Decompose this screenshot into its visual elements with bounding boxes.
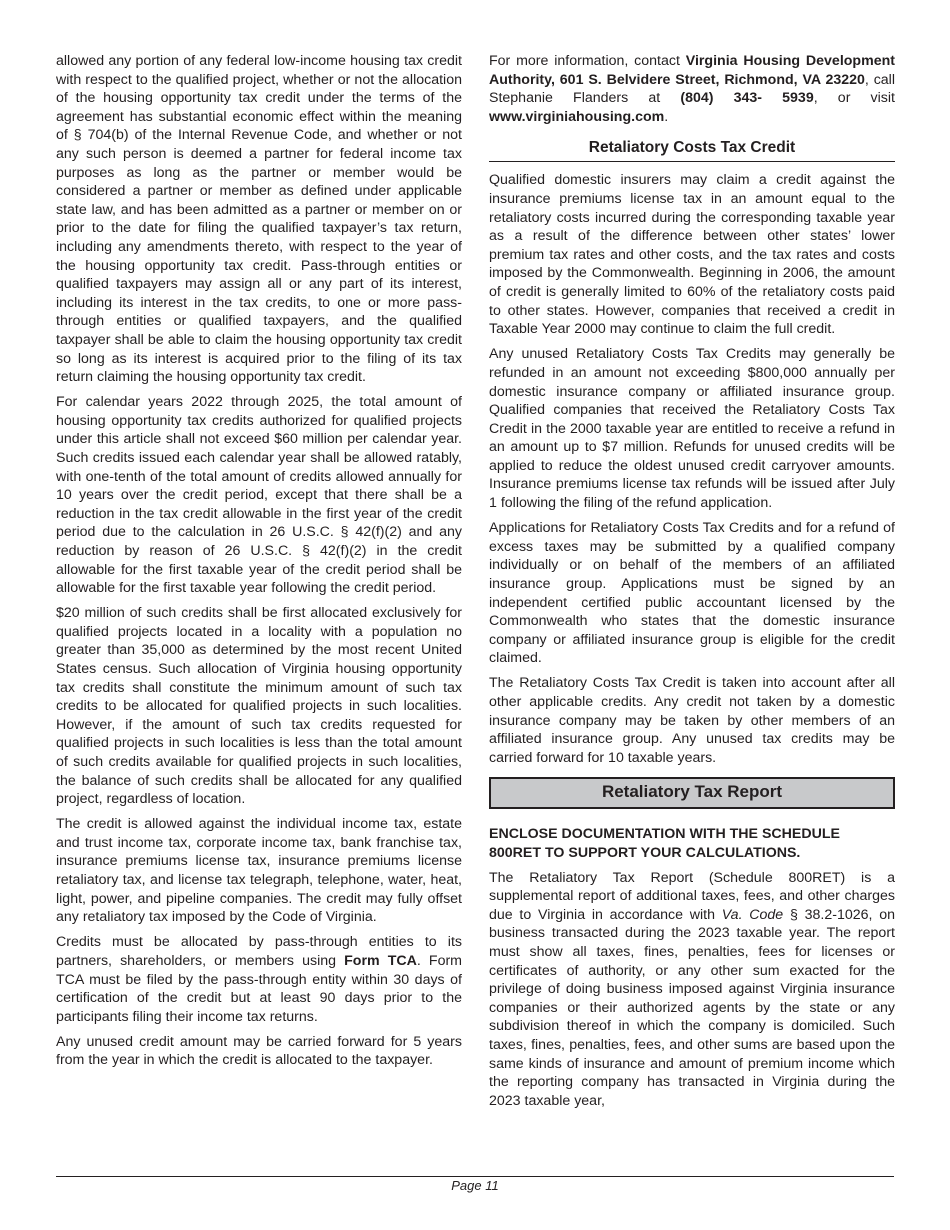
small-locality-allocation-paragraph: $20 million of such credits shall be first allocated exclusively for qualified projects located in a locality with a population no greater than 35,000 as determined by the most recent United States census. Such allocation of Virginia housing opportunity tax credits shall constitute the minimum amount of such tax credits to be allocated for qualified projects in such localities. However, if the amount of such tax credits requested for qualified projects in such localities is less than the total amount of such credits available for qualified projects in such localities, the balance of such credits shall be allocated for any qualified project, regardless of location. xyxy=(56,605,462,808)
housing-credit-allocation-paragraph: allowed any portion of any federal low-income housing tax credit with respect to the qualified project, whether or not the allocation of the housing opportunity tax credit under the terms of the agreement has substantial economic effect within the meaning of § 704(b) of the Internal Revenue Code, and whether or not any such person is deemed a partner for federal income tax purposes as long as the partner or member would be considered a partner or member as defined under applicable state law, and has been admitted as a partner or member on or prior to the date for filing the qualified taxpayer’s tax return, including any amendments thereto, with respect to the year of the housing opportunity tax credit. Pass-through entities or qualified taxpayers may assign all or any part of its interest, including its interest in the tax credits, to one or more pass-through entities or qualified taxpayers, and the qualified taxpayer shall be able to claim the housing opportunity tax credit so long as its interest is acquired prior to the filing of its tax return claiming the housing opportunity tax credit. xyxy=(56,53,462,386)
left-column xyxy=(56,52,462,1076)
right-column xyxy=(489,52,895,1117)
rctc-paragraph-1: Qualified domestic insurers may claim a credit against the insurance premiums license tax in an amount equal to the retaliatory costs incurred during the corresponding taxable year as a result of the difference between other states’ lower premium tax rates and other costs, and the tax rates and costs imposed by the Commonwealth. Beginning in 2006, the amount of credit is generally limited to 60% of the retaliatory costs paid to other states. However, companies that received a credit in Taxable Year 2000 may continue to claim the full credit. xyxy=(489,172,895,338)
rtr-paragraph-1 xyxy=(489,869,895,1111)
contact-phone: (804) 343- 5939 xyxy=(680,90,814,107)
page-number: Page 11 xyxy=(451,1178,499,1193)
form-tca-text-a: Credits must be allocated by pass-through entities to its partners, shareholders, or members using xyxy=(56,934,462,969)
housing-credit-cap-paragraph: For calendar years 2022 through 2025, the total amount of housing opportunity tax credits authorized for qualified projects under this article shall not exceed $60 million per calendar year. Such credits issued each calendar year shall be allowed ratably, with one-tenth of the total amount of credits allowed annually for 10 years over the credit period, except that there shall be a reduction in the tax credit allowable in the first year of the credit period due to the calculation in 26 U.S.C. § 42(f)(2) and any reduction by reason of 26 U.S.C. § 42(f)(2) in the credit allowable for the first taxable year of the credit period shall be allowable for the first taxable year following the credit period. xyxy=(56,394,462,597)
rctc-paragraph-2: Any unused Retaliatory Costs Tax Credits may generally be refunded in an amount not exceeding $800,000 annually per domestic insurance company or affiliated insurance group. Qualified companies that received the Retaliatory Costs Tax Credit in the 2000 taxable year are entitled to receive a refund in an amount up to $7 million. Refunds for unused credits will be applied to reduce the oldest unused credit carryover amounts. Insurance premiums license tax refunds will be issued after July 1 following the filing of the refund application. xyxy=(489,346,895,512)
rctc-paragraph-4: The Retaliatory Costs Tax Credit is taken into account after all other applicable credits. Any credit not taken by a domestic insurance company may be taken by other members of an affiliated insurance group. Any unused tax credits may be carried forward for 10 taxable years. xyxy=(489,675,895,766)
allowed-taxes-paragraph: The credit is allowed against the individual income tax, estate and trust income tax, corporate income tax, bank franchise tax, insurance premiums license tax, insurance premiums license retaliatory tax, and license tax telegraph, telephone, water, heat, light, power, and pipeline companies. The credit may fully offset any retaliatory tax imposed by the Code of Virginia. xyxy=(56,816,462,926)
retaliatory-tax-report-heading: Retaliatory Tax Report xyxy=(489,777,895,809)
rtr-text-a: The Retaliatory Tax Report (Schedule 800RET) is a supplemental report of additional taxes, fees, and other charges due to Virginia in accordance with xyxy=(489,869,895,923)
carryforward-paragraph: Any unused credit amount may be carried forward for 5 years from the year in which the credit is allocated to the taxpayer. xyxy=(56,1033,462,1069)
form-tca-paragraph xyxy=(56,933,462,1026)
rtr-text-b: § 38.2-1026, on business transacted during the 2023 taxable year. The report must show all taxes, fines, penalties, fees for licenses or certificates of authority, or any other sum exacted for the privilege of doing business imposed against Virginia insurance companies or their authorized agents by the state or any subdivision thereof in which the company is domiciled. Such taxes, fines, penalties, fees, and other sums are based upon the same kinds of insurance and amount of premium income which the reporting company has transacted in Virginia during the 2023 taxable year, xyxy=(489,906,895,1109)
contact-organization: Virginia Housing Development Authority, 601 S. Belvidere Street, Richmond, VA 23220 xyxy=(489,53,895,88)
contact-text-d: . xyxy=(664,108,669,125)
enclose-documentation-notice: ENCLOSE DOCUMENTATION WITH THE SCHEDULE 800RET TO SUPPORT YOUR CALCULATIONS. xyxy=(489,825,841,861)
footer-divider xyxy=(56,1176,894,1177)
va-code-citation: Va. Code xyxy=(721,906,784,923)
contact-website-link[interactable]: www.virginiahousing.com xyxy=(489,108,665,125)
retaliatory-costs-tax-credit-heading: Retaliatory Costs Tax Credit xyxy=(489,133,895,163)
rctc-paragraph-3: Applications for Retaliatory Costs Tax Credits and for a refund of excess taxes may be submitted by a qualified company individually or on behalf of the members of an affiliated insurance group. Applications must be signed by an independent certified public accountant licensed by the Commonwealth who states that the domestic insurance company or affiliated insurance group is eligible for the credit claimed. xyxy=(489,520,895,667)
form-tca-text-b: . Form TCA must be filed by the pass-through entity within 30 days of certification of the credit but at least 90 days prior to the participants filing their income tax returns. xyxy=(56,952,463,1025)
contact-text-a: For more information, contact xyxy=(489,53,686,69)
contact-text-c: , or visit xyxy=(813,90,895,107)
contact-text-b: , call Stephanie Flanders at xyxy=(489,71,895,107)
form-tca-name: Form TCA xyxy=(344,952,417,969)
contact-paragraph xyxy=(489,52,895,126)
